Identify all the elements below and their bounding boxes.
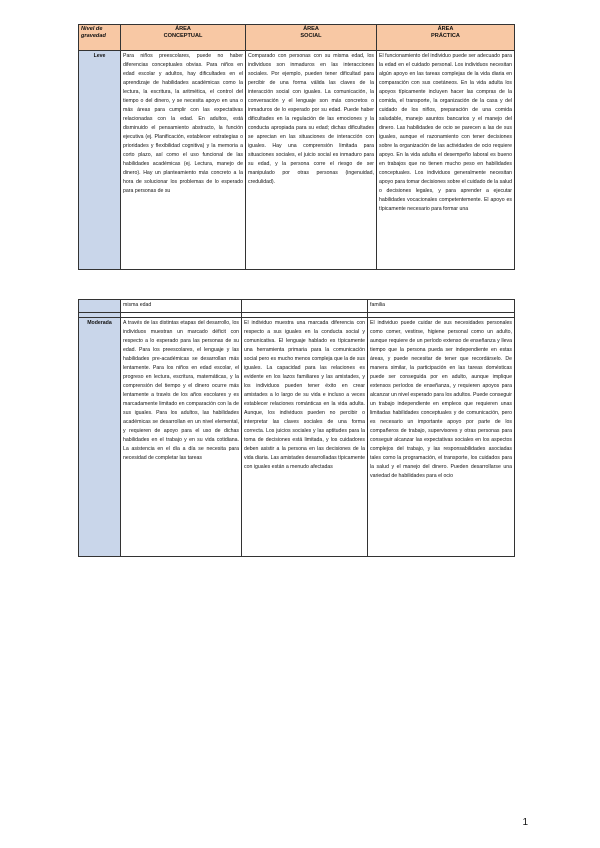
cell-conceptual: A través de las distintas etapas del desarrollo, los individuos muestran un marcado déficit con respecto a lo esperado para las personas de su edad. Para los preescolares, el lenguaje y las habilidades pre-académicas se desarrollan más lentamente. Para los niños en edad escolar, el progreso en lectura, escritura, matemáticas, y la comprensión del tiempo y el dinero ocurre más lentamente a través de los años escolares y es marcadamente limitado en comparación con la de sus iguales. Para los adultos, las habilidades académicas se desarrollan en un nivel elemental, y requieren de apoyo para el uso de dichas habilidades en el trabajo y en su vida cotidiana. La asistencia en el día a día se necesita para necesidad de completar las tareas bbox=[121, 318, 242, 557]
table-header-row bbox=[79, 25, 515, 51]
header-practica: ÁREA PRÁCTICA bbox=[377, 25, 515, 51]
cell-practica: El funcionamiento del individuo puede ser adecuado para la edad en el cuidado personal. Los individuos necesitan algún apoyo en las tareas complejas de la vida diaria en comparación con sus coetáneos. En la vida adulta los apoyos típicamente incluyen hacer las compras de la comida, el transporte, la organización de la casa y del cuidado de los niños, preparación de una comida saludable, manejo asuntos bancarios y el manejo del dinero. Las habilidades de ocio se parecen a las de sus iguales, aunque el razonamiento con tener decisiones sobre la organización de las actividades de ocio requiere apoyo. En la vida adulta el desempeño laboral es bueno en trabajos que no tienen mucho peso en habilidades conceptuales. Los individuos generalmente necesitan apoyo para tomar decisiones sobre el cuidado de la salud o decisiones legales, y para aprender a ejecutar habilidades vocacionales competentemente. El apoyo es típicamente necesario para formar una bbox=[377, 51, 515, 270]
continuation-social bbox=[242, 300, 368, 313]
table-row-moderada bbox=[79, 318, 515, 557]
cell-conceptual: Para niños preescolares, puede no haber diferencias conceptuales obvias. Para niños en edad escolar y adultos, hay dificultades en el aprendizaje de habilidades académicas como la lectura, la escritura, la aritmética, el control del tiempo o del dinero, y se necesita apoyo en una o más áreas para cumplir con las expectativas relacionadas con la edad. En adultos, está disminuido el pensamiento abstracto, la función ejecutiva (ej. Planificación, establecer estrategias o prioridades y flexibilidad cognitiva) y la memoria a corto plazo, así como el uso funcional de las habilidades académicas (ej. Lectura, manejo de dinero). Hay un planteamiento más concreto a la hora de solucionar los problemas de lo esperado para personas de su bbox=[121, 51, 246, 270]
cell-social: Comparado con personas con su misma edad, los individuos son inmaduros en las interacciones sociales. Por ejemplo, pueden tener dificultad para percibir de una forma válida las claves de la interacción social con iguales. La comunicación, la conversación y el lenguaje son más concretos o inmaduros de lo esperado por su edad. Puede haber dificultades en la regulación de las emociones y la conducta apropiada para su edad; dichas dificultades se aprecian en las situaciones de interacción con iguales. Hay una comprensión limitada para situaciones sociales, el juicio social es inmaduro para su edad, y la persona corre el riesgo de ser manipulado por otras personas (ingenuidad, credulidad). bbox=[246, 51, 377, 270]
severity-level-label: Moderada bbox=[79, 318, 121, 557]
header-social: ÁREA SOCIAL bbox=[246, 25, 377, 51]
severity-table-bottom bbox=[78, 299, 515, 557]
header-severity-level: Nivel de gravedad bbox=[79, 25, 121, 51]
continuation-level-cell bbox=[79, 300, 121, 313]
continuation-conceptual: misma edad bbox=[121, 300, 242, 313]
continuation-row bbox=[79, 300, 515, 313]
continuation-practica: familia bbox=[368, 300, 515, 313]
severity-level-label: Leve bbox=[79, 51, 121, 270]
page-number: 1 bbox=[522, 817, 528, 828]
cell-social: El individuo muestra una marcada diferencia con respecto a sus iguales en la conducta social y comunicativa. El lenguaje hablado es típicamente una herramienta primaria para la comunicación social pero es mucho menos compleja que la de sus iguales. La capacidad para las relaciones es evidente en los lazos familiares y las amistades, y los individuos pueden tener éxito en crear amistades a lo largo de su vida e incluso a veces establecer relaciones románticas en la vida adulta. Aunque, los individuos pueden no percibir o interpretar las claves sociales de una forma correcta. Los juicios sociales y las aptitudes para la toma de decisiones está limitada, y los cuidadores deben asistir a la persona en las decisiones de la vida diaria. Las amistades desarrolladas típicamente con iguales están a menudo afectadas bbox=[242, 318, 368, 557]
table-row-leve bbox=[79, 51, 515, 270]
severity-table-top bbox=[78, 24, 515, 270]
cell-practica: El individuo puede cuidar de sus necesidades personales como comer, vestirse, higiene personal como un adulto, aunque requiere de un período extenso de enseñanza y lleva tiempo que la persona pueda ser independiente en estas áreas, y puede necesitar de tener que recordárselo. De manera similar, la participación en las tareas domésticas puede ser conseguida por en adulto, aunque implique extensos períodos de enseñanza, y requieren apoyos para alcanzar un nivel esperado para los adultos. Puede conseguir un trabajo independiente en empleos que requieren unas limitadas habilidades conceptuales y de comunicación, pero es necesario un importante apoyo por parte de los compañeros de trabajo, supervisores y otras personas para conseguir alcanzar las expectativas sociales en los aspectos complejos del trabajo, y las responsabilidades asociadas tales como la programación, el transporte, los cuidados para la salud y el manejo del dinero. Pueden desarrollarse una variedad de habilidades para el ocio bbox=[368, 318, 515, 557]
header-conceptual: ÁREA CONCEPTUAL bbox=[121, 25, 246, 51]
